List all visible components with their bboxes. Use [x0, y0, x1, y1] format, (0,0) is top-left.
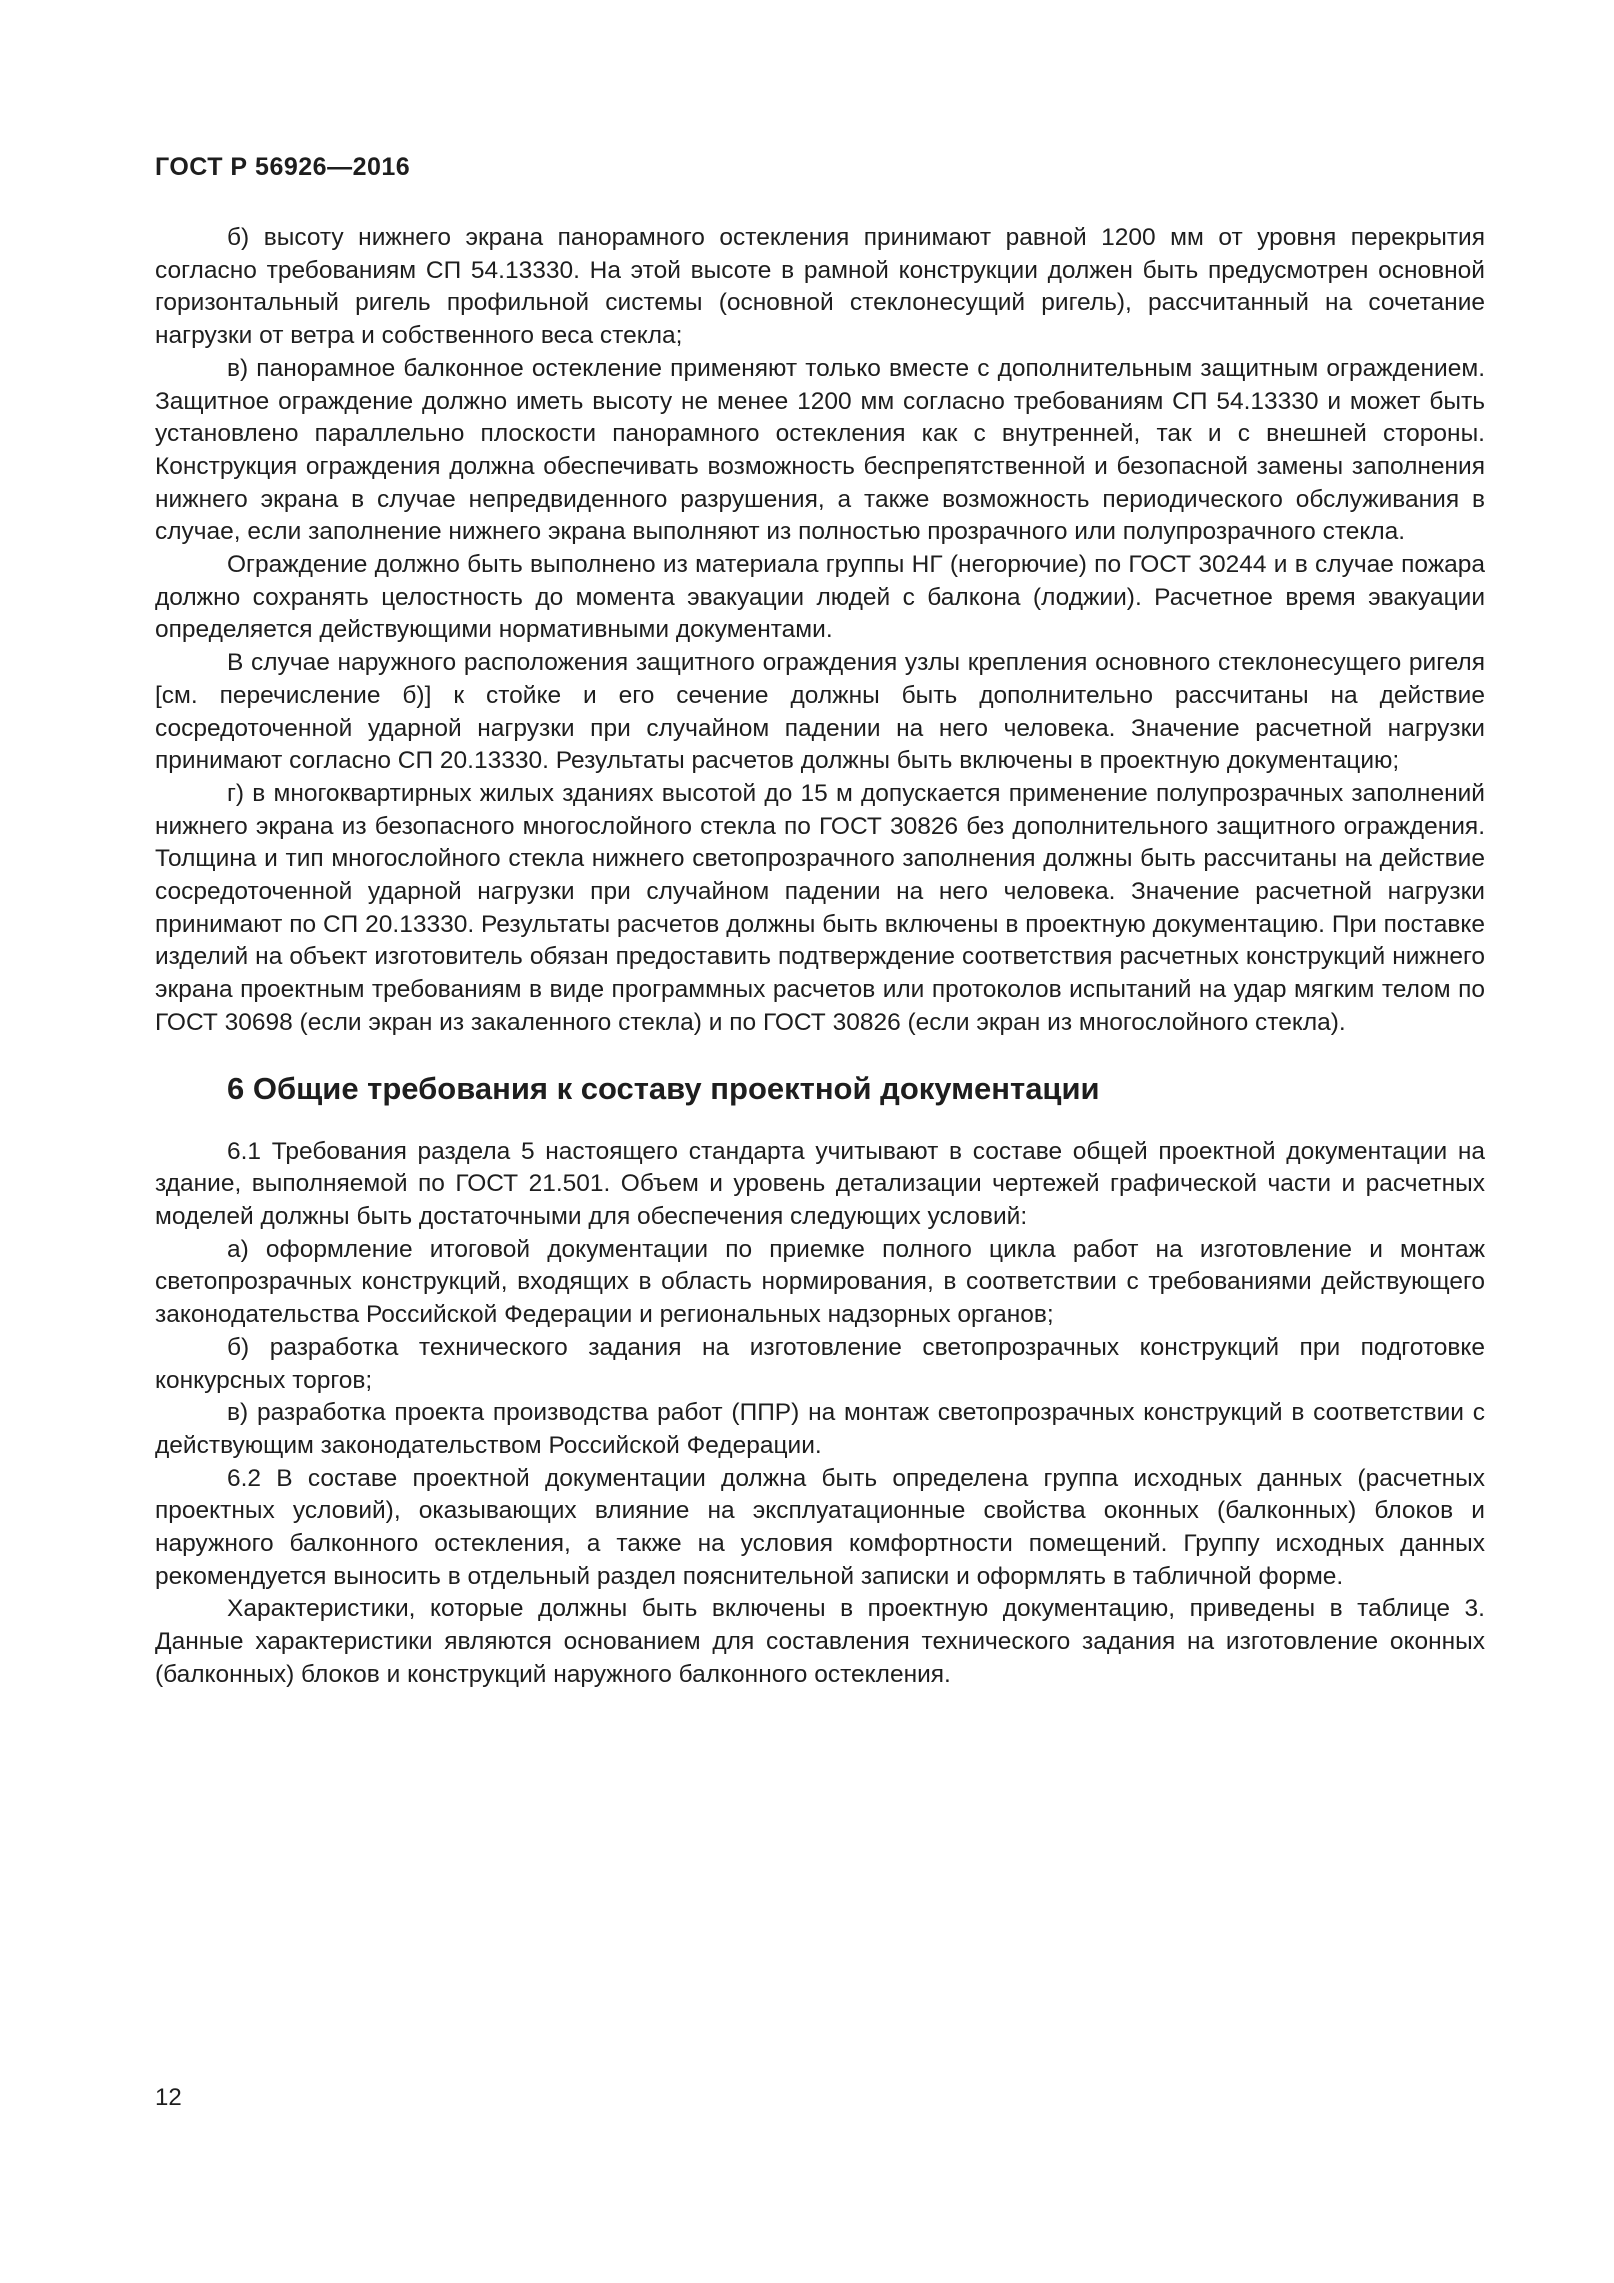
paragraph-characteristics: Характеристики, которые должны быть включены в проектную документацию, приведены в таблице 3. Данные характеристики являются основанием для составления технического задания на изготовление оконных (балконных) блоков и конструкций наружного балконного остекления. [155, 1595, 1485, 1688]
paragraph-6-1: 6.1 Требования раздела 5 настоящего стандарта учитывают в составе общей проектной документации на здание, выполняемой по ГОСТ 21.501. Объем и уровень детализации чертежей графической части и расчетных моделей должны быть достаточными для обеспечения следующих условий: [155, 1137, 1485, 1230]
paragraph-6-1-a: а) оформление итоговой документации по приемке полного цикла работ на изготовление и монтаж светопрозрачных конструкций, входящих в область нормирования, в соответствии с требованиями действующего законодательства Российской Федерации и региональных надзорных органов; [155, 1235, 1485, 1329]
paragraph-item-g: г) в многоквартирных жилых зданиях высотой до 15 м допускается применение полупрозрачных заполнений нижнего экрана из безопасного многослойного стекла по ГОСТ 30826 без дополнительного защитного ограждения. Толщина и тип многослойного стекла нижнего светопрозрачного заполнения должны быть рассчитаны на действие сосредоточенной ударной нагрузки при случайном падении на него человека. Значение расчетной нагрузки принимают по СП 20.13330. Результаты расчетов должны быть включены в проектную документацию. При поставке изделий на объект изготовитель обязан предоставить подтверждение соответствия расчетных конструкций нижнего экрана проектным требованиям в виде программных расчетов или протоколов испытаний на удар мягким телом по ГОСТ 30698 (если экран из закаленного стекла) и по ГОСТ 30826 (если экран из многослойного стекла). [155, 779, 1485, 1036]
paragraph-6-1-v: в) разработка проекта производства работ (ППР) на монтаж светопрозрачных конструкций в соответствии с действующим законодательством Российской Федерации. [155, 1399, 1485, 1459]
page-number: 12 [155, 2084, 182, 2111]
paragraph-item-v: в) панорамное балконное остекление применяют только вместе с дополнительным защитным ограждением. Защитное ограждение должно иметь высоту не менее 1200 мм согласно требованиям СП 54.13330 и может быть установлено параллельно плоскости панорамного остекления как с внутренней, так и с внешней стороны. Конструкция ограждения должна обеспечивать возможность беспрепятственной и безопасной замены заполнения нижнего экрана в случае непредвиденного разрушения, а также возможность периодического обслуживания в случае, если заполнение нижнего экрана выполняют из полностью прозрачного или полупрозрачного стекла. [155, 354, 1485, 546]
document-code-header: ГОСТ Р 56926—2016 [155, 153, 411, 181]
section-6-title: 6 Общие требования к составу проектной документации [227, 1070, 1100, 1106]
paragraph-6-2: 6.2 В составе проектной документации должна быть определена группа исходных данных (расчетных проектных условий), оказывающих влияние на эксплуатационные свойства оконных (балконных) блоков и наружного балконного остекления, а также на условия комфортности помещений. Группу исходных данных рекомендуется выносить в отдельный раздел пояснительной записки и оформлять в табличной форме. [155, 1464, 1485, 1590]
paragraph-external-fence: В случае наружного расположения защитного ограждения узлы крепления основного стеклонесущего ригеля [см. перечисление б)] к стойке и его сечение должны быть дополнительно рассчитаны на действие сосредоточенной ударной нагрузки при случайном падении на него человека. Значение расчетной нагрузки принимают согласно СП 20.13330. Результаты расчетов должны быть включены в проектную документацию; [155, 649, 1485, 775]
document-body [155, 222, 1485, 1692]
paragraph-item-b: б) высоту нижнего экрана панорамного остекления принимают равной 1200 мм от уровня перекрытия согласно требованиям СП 54.13330. На этой высоте в рамной конструкции должен быть предусмотрен основной горизонтальный ригель профильной системы (основной стеклонесущий ригель), рассчитанный на сочетание нагрузки от ветра и собственного веса стекла; [155, 224, 1485, 350]
paragraph-fence-material: Ограждение должно быть выполнено из материала группы НГ (негорючие) по ГОСТ 30244 и в случае пожара должно сохранять целостность до момента эвакуации людей с балкона (лоджии). Расчетное время эвакуации определяется действующими нормативными документами. [155, 551, 1485, 644]
paragraph-6-1-b: б) разработка технического задания на изготовление светопрозрачных конструкций при подготовке конкурсных торгов; [155, 1333, 1485, 1394]
